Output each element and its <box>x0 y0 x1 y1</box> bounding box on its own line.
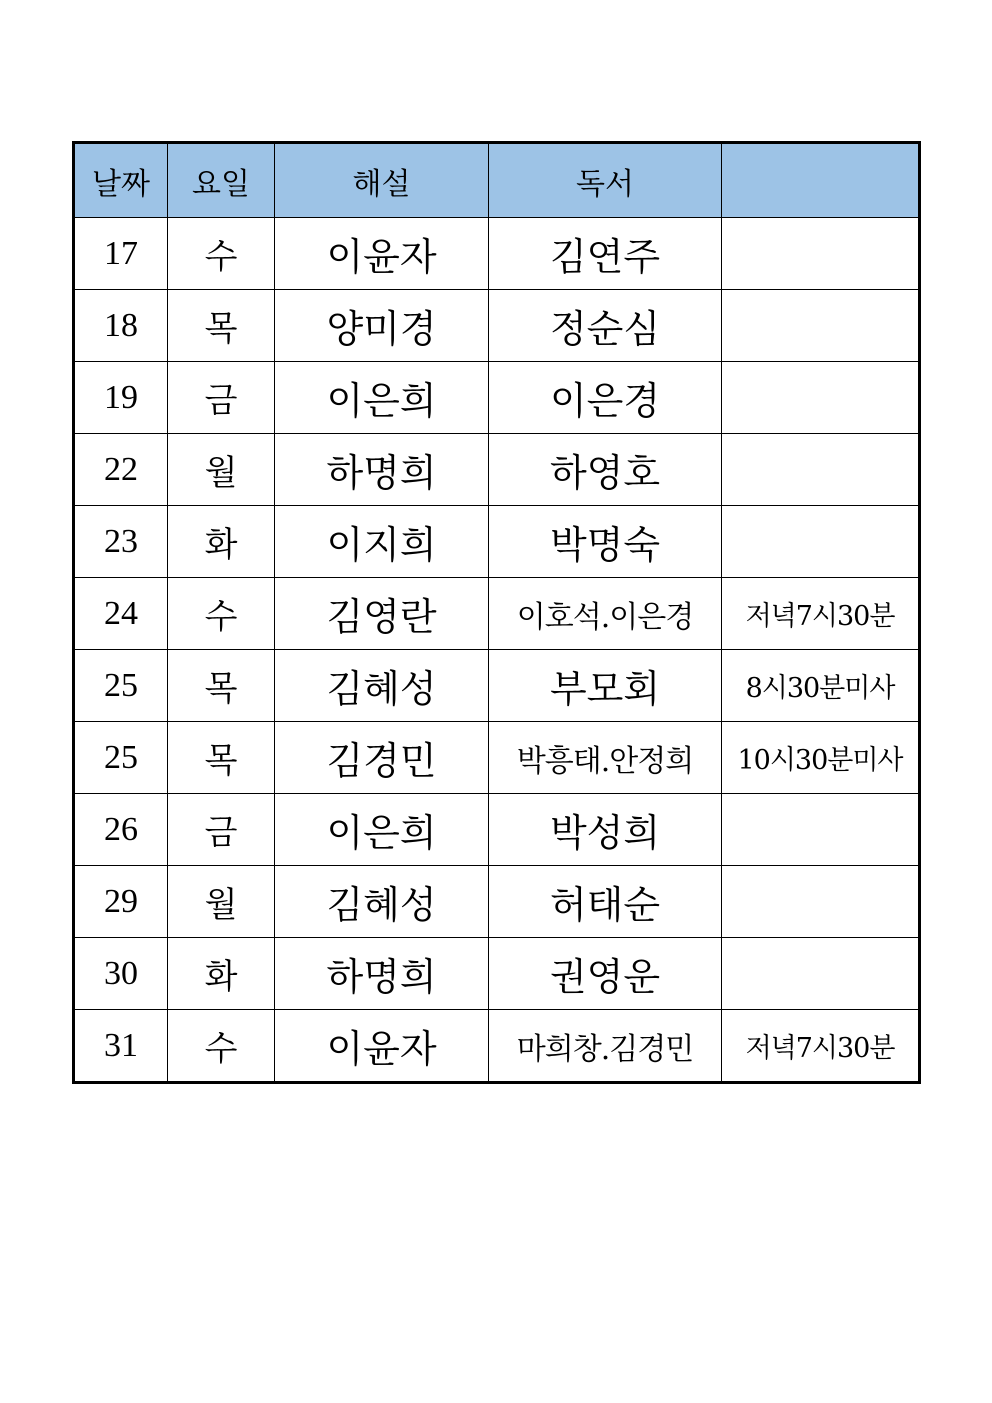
header-row <box>74 143 920 218</box>
reading-cell: 박흥태.안정희 <box>489 722 722 794</box>
date-cell: 26 <box>74 794 168 866</box>
table-row <box>74 866 920 938</box>
note-cell: 저녁7시30분 <box>722 1010 920 1083</box>
date-cell: 17 <box>74 218 168 290</box>
reading-cell: 정순심 <box>489 290 722 362</box>
note-cell <box>722 434 920 506</box>
note-cell <box>722 290 920 362</box>
header-reading: 독서 <box>489 143 722 218</box>
note-cell <box>722 794 920 866</box>
day-cell: 월 <box>168 434 275 506</box>
header-date: 날짜 <box>74 143 168 218</box>
reading-cell: 박명숙 <box>489 506 722 578</box>
reading-cell: 부모회 <box>489 650 722 722</box>
commentary-cell: 하명희 <box>275 434 489 506</box>
reading-cell: 허태순 <box>489 866 722 938</box>
commentary-cell: 이은희 <box>275 794 489 866</box>
note-cell <box>722 938 920 1010</box>
note-cell: 10시30분미사 <box>722 722 920 794</box>
commentary-cell: 김혜성 <box>275 866 489 938</box>
commentary-cell: 이지희 <box>275 506 489 578</box>
table-row <box>74 1010 920 1083</box>
reading-cell: 이은경 <box>489 362 722 434</box>
table-row <box>74 938 920 1010</box>
note-cell <box>722 866 920 938</box>
date-cell: 24 <box>74 578 168 650</box>
date-cell: 23 <box>74 506 168 578</box>
day-cell: 금 <box>168 362 275 434</box>
reading-cell: 이호석.이은경 <box>489 578 722 650</box>
reading-cell: 마희창.김경민 <box>489 1010 722 1083</box>
day-cell: 수 <box>168 218 275 290</box>
table-row <box>74 290 920 362</box>
commentary-cell: 이윤자 <box>275 1010 489 1083</box>
note-cell: 8시30분미사 <box>722 650 920 722</box>
header-commentary: 해설 <box>275 143 489 218</box>
schedule-table <box>72 141 921 1084</box>
table-row <box>74 218 920 290</box>
date-cell: 29 <box>74 866 168 938</box>
commentary-cell: 이은희 <box>275 362 489 434</box>
reading-cell: 박성희 <box>489 794 722 866</box>
note-cell <box>722 362 920 434</box>
date-cell: 25 <box>74 722 168 794</box>
commentary-cell: 김혜성 <box>275 650 489 722</box>
table-row <box>74 650 920 722</box>
day-cell: 목 <box>168 722 275 794</box>
day-cell: 수 <box>168 1010 275 1083</box>
date-cell: 22 <box>74 434 168 506</box>
table-row <box>74 794 920 866</box>
header-note <box>722 143 920 218</box>
table-row <box>74 506 920 578</box>
reading-cell: 김연주 <box>489 218 722 290</box>
commentary-cell: 양미경 <box>275 290 489 362</box>
day-cell: 금 <box>168 794 275 866</box>
date-cell: 30 <box>74 938 168 1010</box>
commentary-cell: 김경민 <box>275 722 489 794</box>
commentary-cell: 김영란 <box>275 578 489 650</box>
table-row <box>74 362 920 434</box>
note-cell <box>722 506 920 578</box>
header-day: 요일 <box>168 143 275 218</box>
note-cell <box>722 218 920 290</box>
date-cell: 25 <box>74 650 168 722</box>
commentary-cell: 이윤자 <box>275 218 489 290</box>
date-cell: 31 <box>74 1010 168 1083</box>
day-cell: 목 <box>168 290 275 362</box>
table-row <box>74 578 920 650</box>
date-cell: 19 <box>74 362 168 434</box>
table-row <box>74 434 920 506</box>
day-cell: 화 <box>168 938 275 1010</box>
day-cell: 수 <box>168 578 275 650</box>
reading-cell: 하영호 <box>489 434 722 506</box>
table-row <box>74 722 920 794</box>
reading-cell: 권영운 <box>489 938 722 1010</box>
day-cell: 월 <box>168 866 275 938</box>
day-cell: 화 <box>168 506 275 578</box>
commentary-cell: 하명희 <box>275 938 489 1010</box>
date-cell: 18 <box>74 290 168 362</box>
day-cell: 목 <box>168 650 275 722</box>
note-cell: 저녁7시30분 <box>722 578 920 650</box>
